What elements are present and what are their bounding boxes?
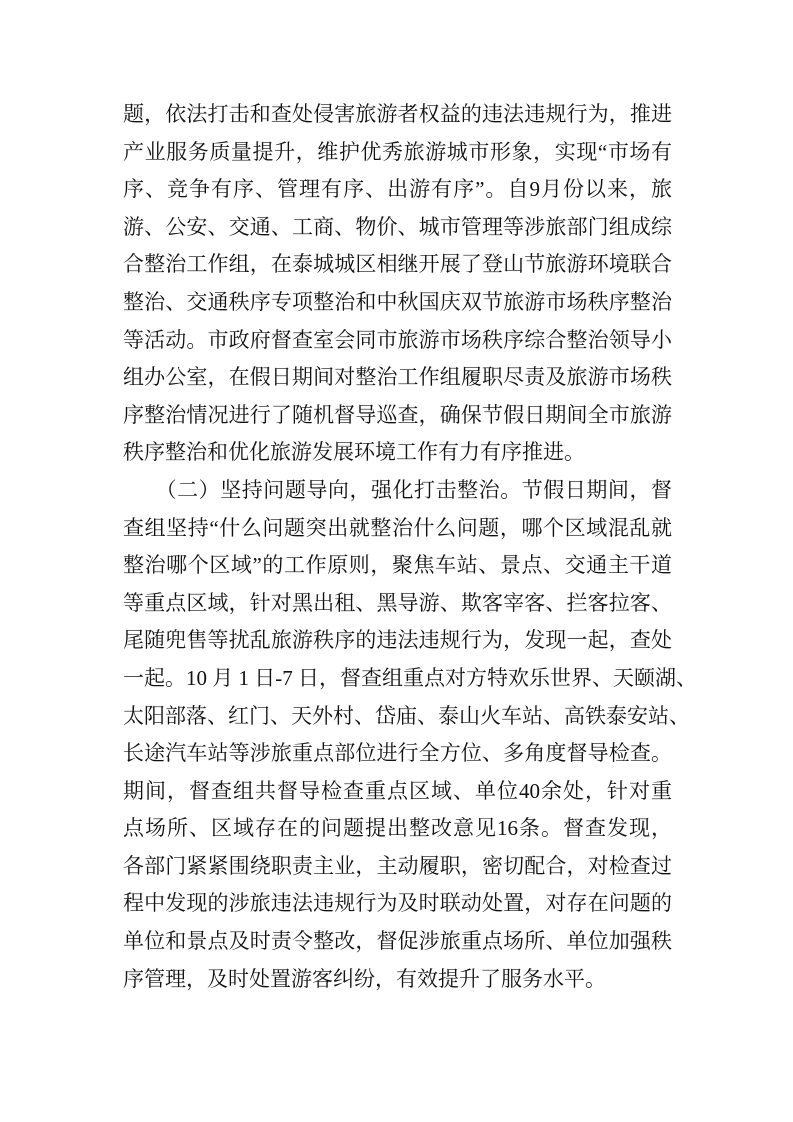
text-line: 秩序整治和优化旅游发展环境工作有力有序推进。	[123, 440, 585, 465]
text-line: 序整治情况进行了随机督导巡查，确保节假日期间全市旅游	[123, 402, 672, 427]
text-line: 点场所、区域存在的问题提出整改意见16条。督查发现，	[123, 816, 672, 841]
text-line: 合整治工作组，在泰城城区相继开展了登山节旅游环境联合	[123, 252, 672, 277]
text-line: 期间，督查组共督导检查重点区域、单位40余处，针对重	[123, 778, 672, 803]
text-line: 整治、交通秩序专项整治和中秋国庆双节旅游市场秩序整治	[123, 289, 672, 314]
text-line: 程中发现的涉旅违法违规行为及时联动处置，对存在问题的	[123, 891, 672, 916]
text-line: 整治哪个区域”的工作原则，聚焦车站、景点、交通主干道	[123, 553, 672, 578]
text-line: 组办公室，在假日期间对整治工作组履职尽责及旅游市场秩	[123, 365, 672, 390]
paragraph-1	[123, 96, 672, 472]
text-line: 等活动。市政府督查室会同市旅游市场秩序综合整治领导小	[123, 327, 672, 352]
paragraph-2	[123, 472, 697, 998]
text-line: 序、竞争有序、管理有序、出游有序”。自9月份以来，旅	[123, 177, 672, 202]
text-line: 序管理，及时处置游客纠纷，有效提升了服务水平。	[123, 966, 606, 991]
text-line: 单位和景点及时责令整改，督促涉旅重点场所、单位加强秩	[123, 929, 672, 954]
text-line: 长途汽车站等涉旅重点部位进行全方位、多角度督导检查。	[123, 741, 672, 766]
text-line: 题，依法打击和查处侵害旅游者权益的违法违规行为，推进	[123, 102, 672, 126]
text-line: 各部门紧紧围绕职责主业，主动履职，密切配合，对检查过	[123, 853, 672, 878]
text-line: 等重点区域，针对黑出租、黑导游、欺客宰客、拦客拉客、	[123, 590, 672, 615]
document-page	[123, 96, 697, 998]
section-heading-line: （二）坚持问题导向，强化打击整治。节假日期间，督	[123, 477, 672, 502]
text-line: 产业服务质量提升，维护优秀旅游城市形象，实现“市场有	[123, 139, 672, 164]
text-line: 太阳部落、红门、天外村、岱庙、泰山火车站、高铁泰安站、	[123, 703, 690, 728]
text-line: 尾随兜售等扰乱旅游秩序的违法违规行为，发现一起，查处	[123, 628, 672, 653]
text-line: 查组坚持“什么问题突出就整治什么问题，哪个区域混乱就	[123, 515, 672, 540]
text-line: 一起。10 月 1 日-7 日，督查组重点对方特欢乐世界、天颐湖、	[123, 665, 697, 690]
text-line: 游、公安、交通、工商、物价、城市管理等涉旅部门组成综	[123, 214, 672, 239]
